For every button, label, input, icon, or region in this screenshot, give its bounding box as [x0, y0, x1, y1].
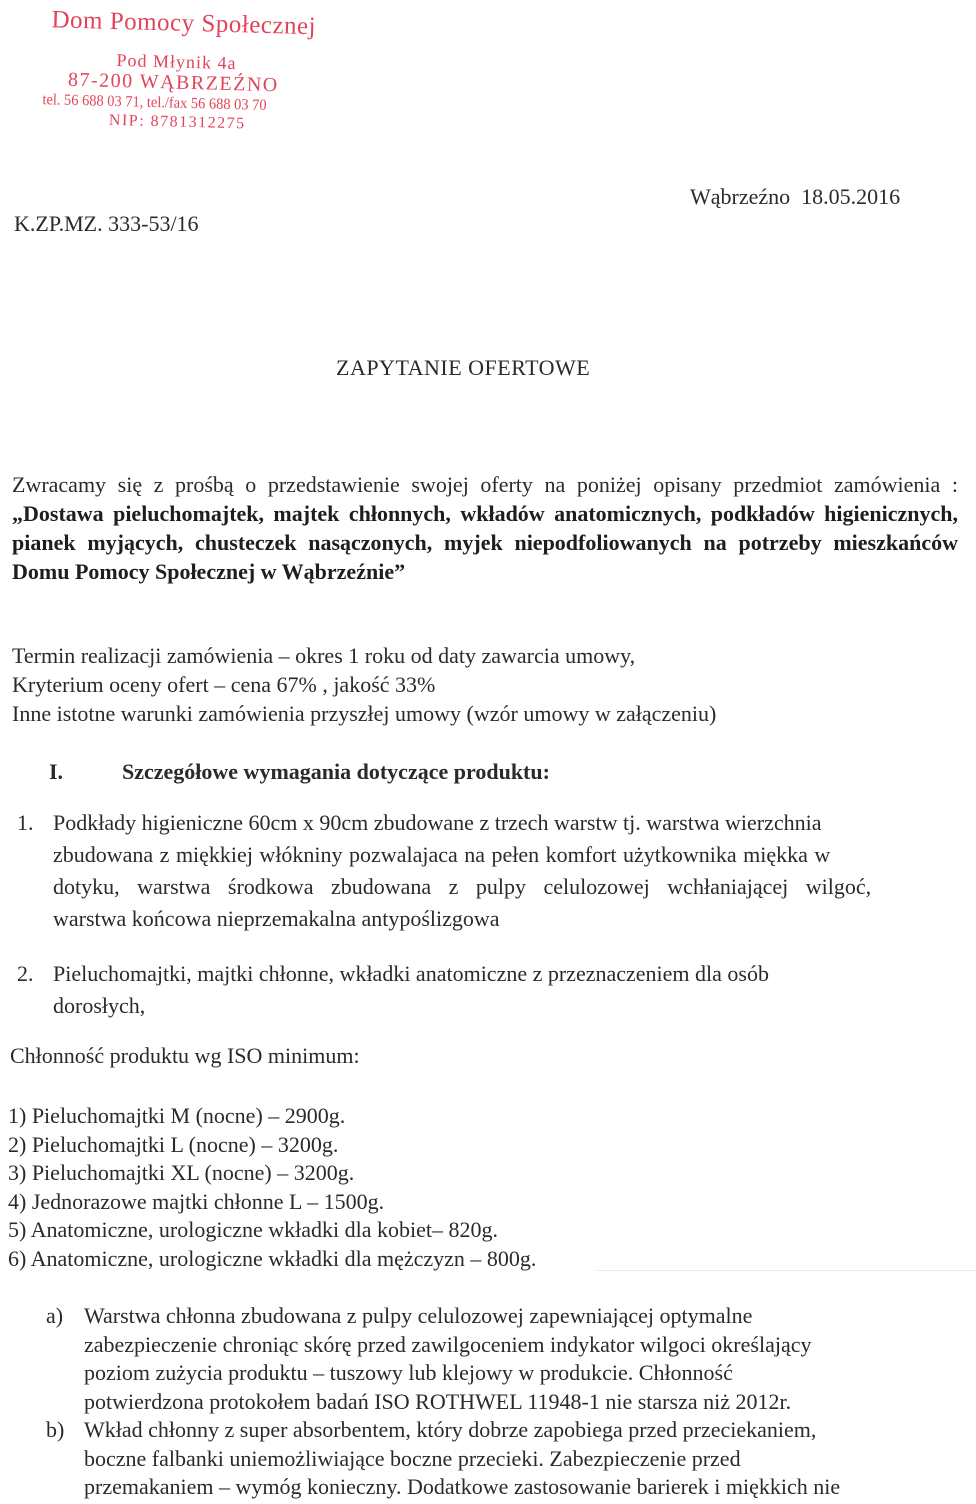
absorbency-heading: Chłonność produktu wg ISO minimum: — [10, 1043, 360, 1068]
spec-line: boczne falbanki uniemożliwiające boczne przecieki. Zabezpieczenie przed — [84, 1445, 741, 1471]
absorbency-item: 6) Anatomiczne, urologiczne wkładki dla mężczyzn – 800g. — [8, 1245, 537, 1271]
condition-deadline: Termin realizacji zamówienia – okres 1 roku od daty zawarcia umowy, — [12, 643, 636, 668]
spec-line: Wkład chłonny z super absorbentem, który dobrze zapobiega przed przeciekaniem, — [84, 1417, 817, 1442]
stamp-phones: tel. 56 688 03 71, tel./fax 56 688 03 70 — [42, 91, 267, 114]
spec-line: poziom zużycia produktu – tuszowy lub klejowy w produkcie. Chłonność — [84, 1360, 733, 1385]
item-line: zbudowana z miękkiej włókniny pozwalajaca na pełen komfort użytkownika miękka w — [53, 842, 831, 867]
item-line: dorosłych, — [53, 993, 146, 1018]
item-line: Podkłady higieniczne 60cm x 90cm zbudowane z trzech warstw tj. warstwa wierzchnia — [53, 810, 822, 835]
absorbency-item: 4) Jednorazowe majtki chłonne L – 1500g. — [8, 1188, 385, 1214]
absorbency-item: 2) Pieluchomajtki L (nocne) – 3200g. — [8, 1131, 339, 1157]
item-number: 1. — [17, 810, 34, 835]
absorbency-list — [8, 1102, 536, 1273]
section-heading: Szczegółowe wymagania dotyczące produktu: — [122, 759, 550, 784]
scan-divider — [596, 1270, 976, 1271]
reference-number: K.ZP.MZ. 333-53/16 — [14, 211, 199, 236]
condition-criteria: Kryterium oceny ofert – cena 67% , jakość 33% — [12, 672, 436, 697]
absorbency-item: 3) Pieluchomajtki XL (nocne) – 3200g. — [8, 1160, 355, 1185]
stamp-street: Pod Młynik 4a — [116, 50, 237, 74]
section-number: I. — [49, 759, 64, 784]
condition-other: Inne istotne warunki zamówienia przyszłej umowy (wzór umowy w załączeniu) — [12, 701, 717, 726]
spec-text — [84, 1302, 974, 1416]
order-subject: „Dostawa pieluchomajtek, majtek chłonnych, wkładów anatomicznych, podkładów higienicznych, pianek myjących, chusteczek nasączonych, myjek niepodfoliowanych na potrzeby mieszkańców Domu Pomocy Społecznej w Wąbrzeźnie” — [12, 501, 958, 584]
document-title: ZAPYTANIE OFERTOWE — [336, 355, 591, 380]
stamp-institution: Dom Pomocy Społecznej — [51, 6, 317, 41]
absorbency-item: 1) Pieluchomajtki M (nocne) – 2900g. — [8, 1103, 346, 1128]
item-line: warstwa końcowa nieprzemakalna antypoślizgowa — [53, 906, 500, 931]
item-text — [53, 958, 933, 1022]
stamp-city: 87-200 WĄBRZEŹNO — [67, 68, 280, 97]
intro-text: Zwracamy się z prośbą o przedstawienie swojej oferty na poniżej opisany przedmiot zamówienia : — [12, 472, 958, 497]
item-line: dotyku, warstwa środkowa zbudowana z pulpy celulozowej wchłaniającej wilgoć, — [53, 874, 872, 899]
spec-line: przemakaniem – wymóg konieczny. Dodatkowe zastosowanie barierek i miękkich nie — [84, 1474, 841, 1499]
spec-line: zabezpieczenie chroniąc skórę przed zawilgoceniem indykator wilgoci określający — [84, 1331, 812, 1357]
spec-letter: b) — [46, 1417, 65, 1442]
item-line: Pieluchomajtki, majtki chłonne, wkładki anatomiczne z przeznaczeniem dla osób — [53, 961, 769, 986]
stamp-nip: NIP: 8781312275 — [108, 111, 246, 133]
spec-letter: a) — [46, 1303, 64, 1328]
spec-text — [84, 1416, 974, 1502]
conditions-list — [12, 641, 716, 728]
spec-line: Warstwa chłonna zbudowana z pulpy celulozowej zapewniającej optymalne — [84, 1303, 753, 1328]
item-text — [53, 807, 957, 935]
intro-paragraph — [12, 470, 958, 586]
absorbency-item: 5) Anatomiczne, urologiczne wkładki dla kobiet– 820g. — [8, 1217, 498, 1242]
place-date: Wąbrzeźno 18.05.2016 — [690, 184, 901, 209]
institution-stamp — [40, 2, 380, 133]
item-number: 2. — [17, 961, 34, 986]
spec-line: potwierdzona protokołem badań ISO ROTHWEL 11948-1 nie starsza niż 2012r. — [84, 1388, 792, 1414]
